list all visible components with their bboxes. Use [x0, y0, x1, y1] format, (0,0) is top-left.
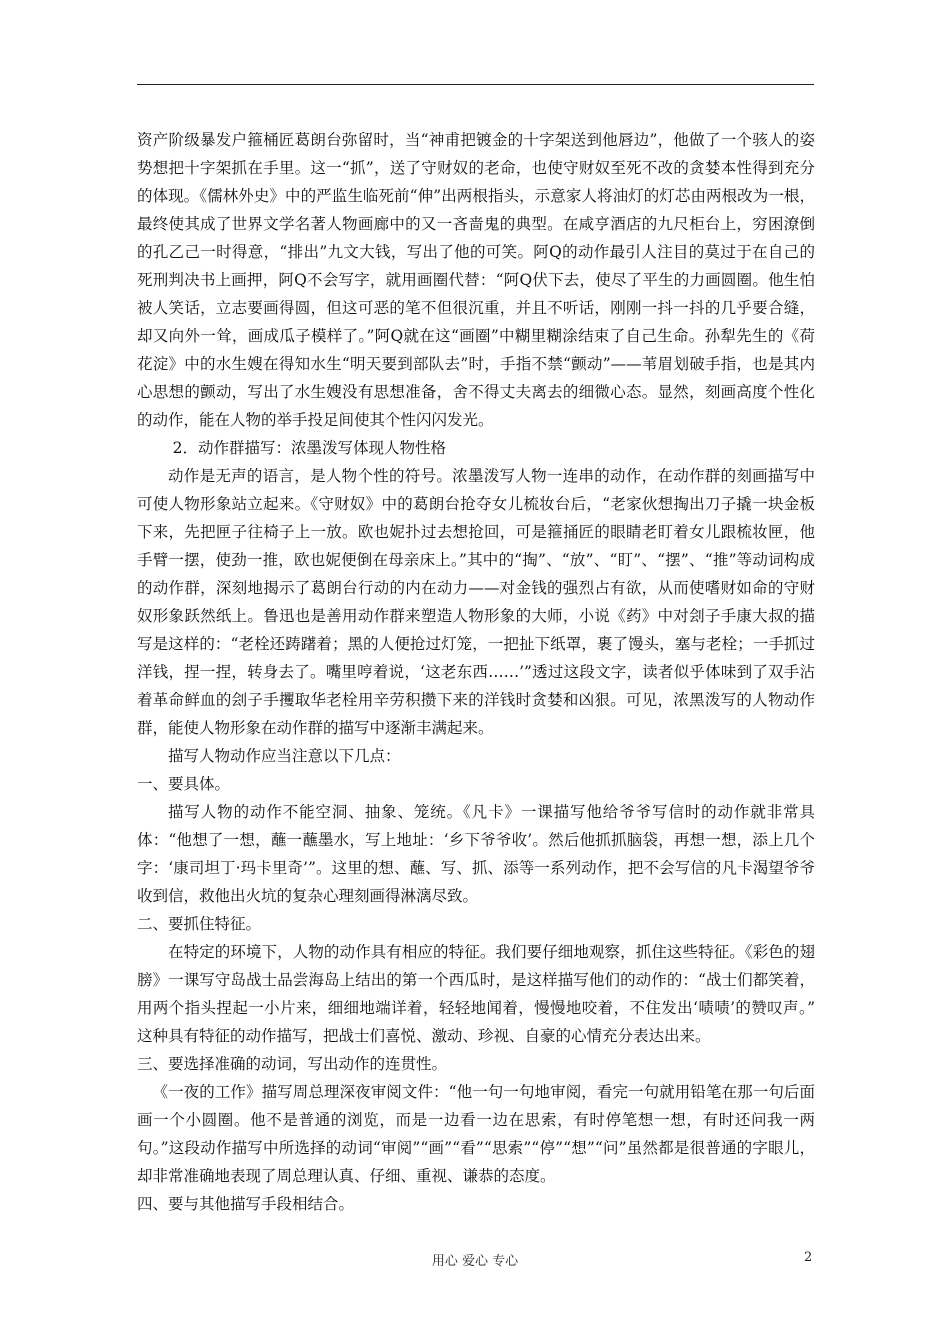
- heading-point-four: 四、要与其他描写手段相结合。: [137, 1195, 355, 1213]
- section-heading-action-group: 2．动作群描写：浓墨泼写体现人物性格: [172, 439, 447, 457]
- heading-point-two: 二、要抓住特征。: [137, 915, 262, 933]
- paragraph-point-three: 《一夜的工作》描写周总理深夜审阅文件：“他一句一句地审阅，看完一句就用铅笔在那一句后面画一个小圆圈。他不是普通的浏览，而是一边看一边在思索，有时停笔想一想，有时还问我一两句。”这段动作描写中所选择的动词“审阅”“画”“看”“思索”“停”“想”“问”虽然都是很普通的字眼儿，却非常准确地表现了周总理认真、仔细、重视、谦恭的态度。: [137, 1083, 815, 1185]
- page-footer: 用心 爱心 专心: [431, 1254, 519, 1269]
- heading-point-one: 一、要具体。: [137, 775, 231, 793]
- heading-point-three: 三、要选择准确的动词，写出动作的连贯性。: [137, 1055, 448, 1073]
- paragraph-action-detail: 资产阶级暴发户箍桶匠葛朗台弥留时，当“神甫把镀金的十字架送到他唇边”，他做了一个骇人的姿势想把十字架抓在手里。这一“抓”，送了守财奴的老命，也使守财奴至死不改的贪婪本性得到充分的体现。《儒林外史》中的严监生临死前“伸”出两根指头，示意家人将油灯的灯芯由两根改为一根，最终使其成了世界文学名著人物画廊中的又一吝啬鬼的典型。在咸亨酒店的九尺柜台上，穷困潦倒的孔乙己一时得意，“排出”九文大钱，写出了他的可笑。阿Q的动作最引人注目的莫过于在自己的死刑判决书上画押，阿Q不会写字，就用画圈代替：“阿Q伏下去，使尽了平生的力画圆圈。他生怕被人笑话，立志要画得圆，但这可恶的笔不但很沉重，并且不听话，刚刚一抖一抖的几乎要合缝，却又向外一耸，画成瓜子模样了。”阿Q就在这“画圈”中糊里糊涂结束了自己生命。孙犁先生的《荷花淀》中的水生嫂在得知水生“明天要到部队去”时，手指不禁“颤动”——苇眉划破手指，也是其内心思想的颤动，写出了水生嫂没有思想准备，舍不得丈夫离去的细微心态。显然，刻画高度个性化的动作，能在人物的举手投足间使其个性闪闪发光。: [137, 131, 815, 429]
- page-number: 2: [804, 1250, 813, 1265]
- paragraph-points-intro: 描写人物动作应当注意以下几点：: [168, 747, 401, 765]
- paragraph-action-group: 动作是无声的语言，是人物个性的符号。浓墨泼写人物一连串的动作，在动作群的刻画描写中可使人物形象站立起来。《守财奴》中的葛朗台抢夺女儿梳妆台后，“老家伙想掏出刀子撬一块金板下来，先把匣子往椅子上一放。欧也妮扑过去想抢回，可是箍捅匠的眼睛老盯着女儿跟梳妆匣，他手臂一摆，使劲一推，欧也妮便倒在母亲床上。”其中的“掏”、“放”、“盯”、“摆”、“推”等动词构成的动作群，深刻地揭示了葛朗台行动的内在动力——对金钱的强烈占有欲，从而使嗜财如命的守财奴形象跃然纸上。鲁迅也是善用动作群来塑造人物形象的大师，小说《药》中对刽子手康大叔的描写是这样的：“老栓还踌躇着；黑的人便抢过灯笼，一把扯下纸罩，裹了馒头，塞与老栓；一手抓过洋钱，捏一捏，转身去了。嘴里哼着说，‘这老东西……’”透过这段文字，读者似乎体味到了双手沾着革命鲜血的刽子手攫取华老栓用辛劳积攒下来的洋钱时贪婪和凶狠。可见，浓黑泼写的人物动作群，能使人物形象在动作群的描写中逐渐丰满起来。: [137, 467, 815, 737]
- paragraph-point-two: 在特定的环境下，人物的动作具有相应的特征。我们要仔细地观察，抓住这些特征。《彩色的翅膀》一课写守岛战士品尝海岛上结出的第一个西瓜时，是这样描写他们的动作的：“战士们都笑着，用两个指头捏起一小片来，细细地端详着，轻轻地闻着，慢慢地咬着，不住发出‘啧啧’的赞叹声。” 这种具有特征的动作描写，把战士们喜悦、激动、珍视、自豪的心情充分表达出来。: [137, 943, 815, 1045]
- paragraph-point-one: 描写人物的动作不能空洞、抽象、笼统。《凡卡》一课描写他给爷爷写信时的动作就非常具体：“他想了一想，蘸一蘸墨水，写上地址：‘乡下爷爷收’。然后他抓抓脑袋，再想一想，添上几个字：‘康司坦丁·玛卡里奇’”。这里的想、蘸、写、抓、添等一系列动作，把不会写信的凡卡渴望爷爷收到信，救他出火坑的复杂心理刻画得淋漓尽致。: [137, 803, 815, 905]
- document-body: [137, 126, 815, 1218]
- header-rule: [137, 84, 814, 85]
